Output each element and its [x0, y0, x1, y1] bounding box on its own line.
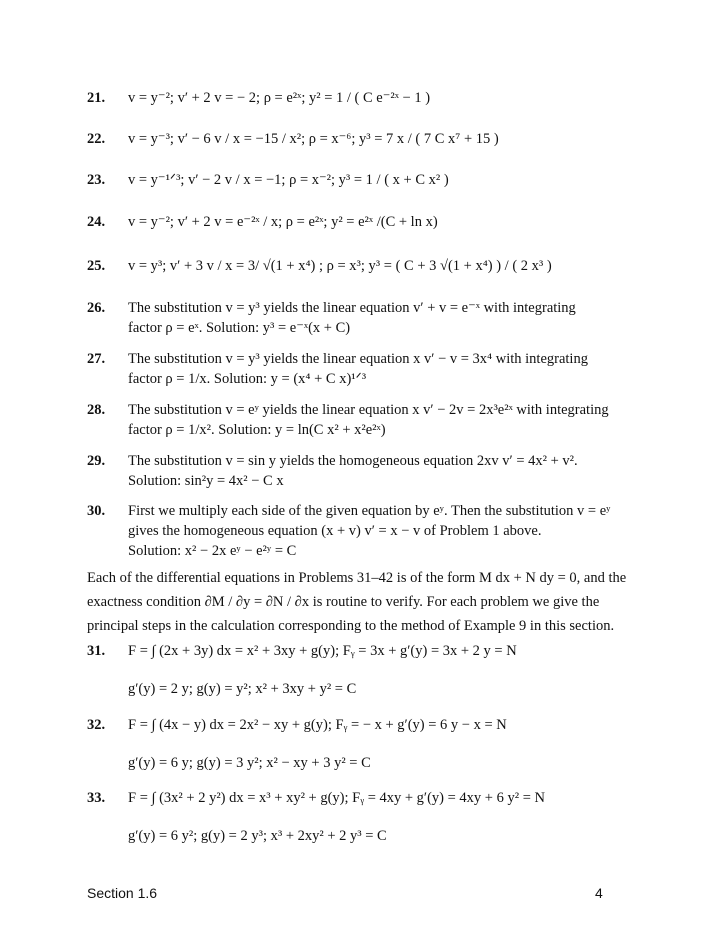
problem-line: g′(y) = 2 y; g(y) = y²; x² + 3xy + y² = C — [128, 681, 357, 697]
problem-line: The substitution v = y³ yields the linear equation v′ + v = e⁻ˣ with integrating — [128, 300, 576, 316]
problem-line: g′(y) = 6 y; g(y) = 3 y²; x² − xy + 3 y² = C — [128, 755, 371, 771]
problem-number: 29. — [87, 453, 106, 469]
problem-line: Solution: sin²y = 4x² − C x — [128, 473, 284, 489]
problem-line: v = y⁻¹ᐟ³; v′ − 2 v / x = −1; ρ = x⁻²; y³ = 1 / ( x + C x² ) — [128, 172, 449, 188]
problem-line: v = y³; v′ + 3 v / x = 3/ √(1 + x⁴) ; ρ = x³; y³ = ( C + 3 √(1 + x⁴) ) / ( 2 x³ ) — [128, 258, 552, 274]
problem-number: 31. — [87, 643, 106, 659]
problem-line: The substitution v = eʸ yields the linear equation x v′ − 2v = 2x³e²ˣ with integrating — [128, 402, 609, 418]
problem-line: The substitution v = sin y yields the homogeneous equation 2xv v′ = 4x² + v². — [128, 453, 578, 469]
intro-paragraph: Each of the differential equations in Problems 31–42 is of the form M dx + N dy = 0, and the exactness condition ∂M / ∂y = ∂N / ∂x is routine to verify. For each problem we give the principal steps in the calculation corresponding to the method of Example 9 in this section. — [87, 570, 627, 634]
problem-line: v = y⁻³; v′ − 6 v / x = −15 / x²; ρ = x⁻⁶; y³ = 7 x / ( 7 C x⁷ + 15 ) — [128, 131, 499, 147]
problem-number: 28. — [87, 402, 106, 418]
problem-number: 32. — [87, 717, 106, 733]
problem-line: First we multiply each side of the given equation by eʸ. Then the substitution v = eʸ — [128, 503, 611, 519]
problem-number: 30. — [87, 503, 106, 519]
problem-line: gives the homogeneous equation (x + v) v′ = x − v of Problem 1 above. — [128, 523, 542, 539]
footer-page-number: 4 — [595, 885, 603, 901]
problem-line: factor ρ = eˣ. Solution: y³ = e⁻ˣ(x + C) — [128, 320, 351, 336]
problem-number: 25. — [87, 258, 106, 274]
footer-section: Section 1.6 — [87, 885, 158, 901]
problem-line: F = ∫ (2x + 3y) dx = x² + 3xy + g(y); Fᵧ = 3x + g′(y) = 3x + 2 y = N — [128, 643, 517, 659]
problem-line: The substitution v = y³ yields the linear equation x v′ − v = 3x⁴ with integrating — [128, 351, 588, 367]
problem-number: 27. — [87, 351, 106, 367]
problem-number: 24. — [87, 214, 106, 230]
problem-line: F = ∫ (3x² + 2 y²) dx = x³ + xy² + g(y); Fᵧ = 4xy + g′(y) = 4xy + 6 y² = N — [128, 790, 545, 806]
problem-number: 23. — [87, 172, 106, 188]
problem-line: F = ∫ (4x − y) dx = 2x² − xy + g(y); Fᵧ = − x + g′(y) = 6 y − x = N — [128, 717, 507, 733]
problem-line: factor ρ = 1/x². Solution: y = ln(C x² + x²e²ˣ) — [128, 422, 386, 438]
problem-line: factor ρ = 1/x. Solution: y = (x⁴ + C x)¹ᐟ³ — [128, 371, 367, 387]
problem-number: 22. — [87, 131, 106, 147]
problem-line: v = y⁻²; v′ + 2 v = − 2; ρ = e²ˣ; y² = 1 / ( C e⁻²ˣ − 1 ) — [128, 90, 431, 106]
problem-line: g′(y) = 6 y²; g(y) = 2 y³; x³ + 2xy² + 2 y³ = C — [128, 828, 387, 844]
problem-line: v = y⁻²; v′ + 2 v = e⁻²ˣ / x; ρ = e²ˣ; y² = e²ˣ /(C + ln x) — [128, 214, 438, 230]
problem-line: Solution: x² − 2x eʸ − e²ʸ = C — [128, 543, 297, 559]
problem-number: 26. — [87, 300, 106, 316]
problem-number: 21. — [87, 90, 106, 106]
problem-number: 33. — [87, 790, 106, 806]
